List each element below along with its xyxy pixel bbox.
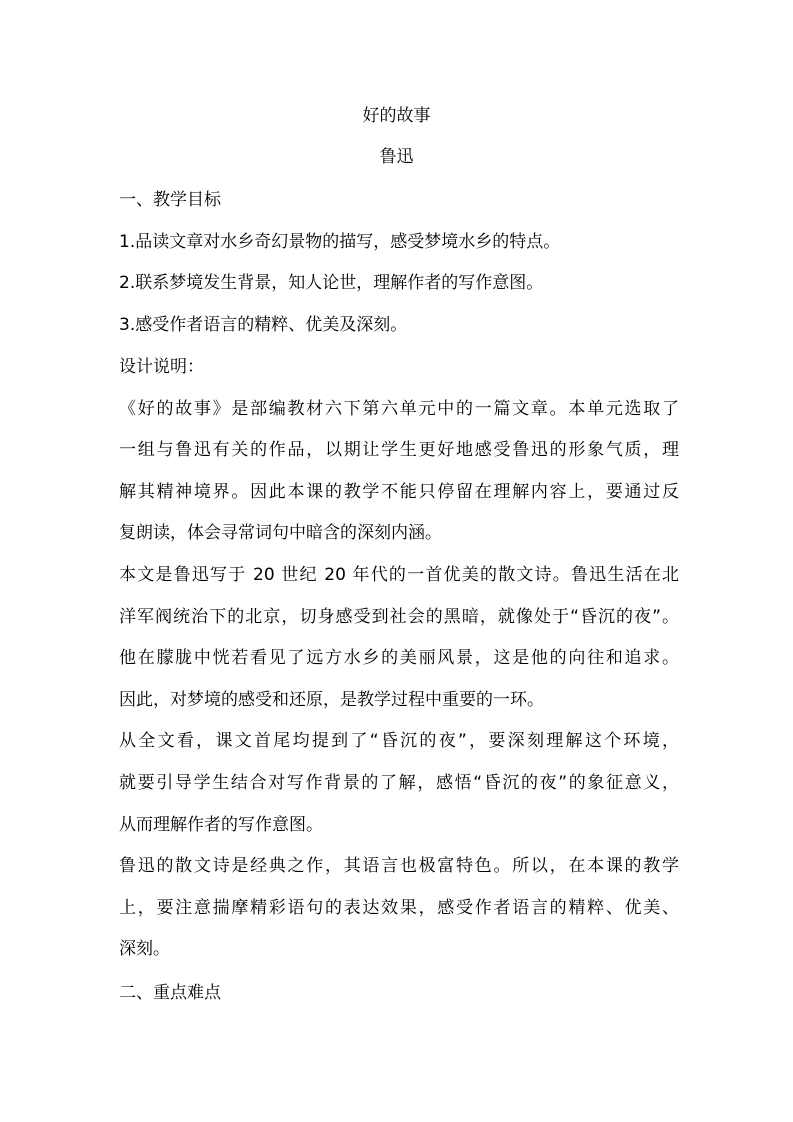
document-title: 好的故事 (362, 106, 431, 126)
paragraph-4-line-1: 鲁迅的散文诗是经典之作，其语言也极富特色。所以，在本课的教学 (119, 856, 679, 876)
paragraph-1-line-2: 一组与鲁迅有关的作品，以期让学生更好地感受鲁迅的形象气质，理 (119, 440, 679, 460)
design-note-heading: 设计说明： (119, 357, 204, 377)
objective-item-3: 3.感受作者语言的精粹、优美及深刻。 (119, 315, 408, 335)
paragraph-4-line-3: 深刻。 (119, 939, 170, 959)
objective-item-2: 2.联系梦境发生背景，知人论世，理解作者的写作意图。 (119, 273, 544, 293)
paragraph-2-line-3: 他在朦胧中恍若看见了远方水乡的美丽风景，这是他的向往和追求。 (119, 648, 679, 668)
paragraph-1-line-4: 复朗读，体会寻常词句中暗含的深刻内涵。 (119, 523, 442, 543)
paragraph-3-line-1: 从全文看，课文首尾均提到了“昏沉的夜”，要深刻理解这个环境， (119, 731, 679, 751)
paragraph-3-line-3: 从而理解作者的写作意图。 (119, 815, 323, 835)
paragraph-2-line-4: 因此，对梦境的感受和还原，是教学过程中重要的一环。 (119, 690, 544, 710)
section-heading-key-points: 二、重点难点 (119, 983, 221, 1003)
paragraph-3-line-2: 就要引导学生结合对写作背景的了解，感悟“昏沉的夜”的象征意义， (119, 773, 679, 793)
section-heading-objectives: 一、教学目标 (119, 190, 221, 210)
paragraph-4-line-2: 上，要注意揣摩精彩语句的表达效果，感受作者语言的精粹、优美、 (119, 898, 679, 918)
paragraph-1-line-1: 《好的故事》是部编教材六下第六单元中的一篇文章。本单元选取了 (119, 399, 679, 419)
document-author: 鲁迅 (379, 147, 414, 167)
paragraph-2-line-2: 洋军阀统治下的北京，切身感受到社会的黑暗，就像处于“昏沉的夜”。 (119, 607, 679, 627)
objective-item-1: 1.品读文章对水乡奇幻景物的描写，感受梦境水乡的特点。 (119, 232, 561, 252)
paragraph-1-line-3: 解其精神境界。因此本课的教学不能只停留在理解内容上，要通过反 (119, 482, 679, 502)
paragraph-2-line-1: 本文是鲁迅写于 20 世纪 20 年代的一首优美的散文诗。鲁迅生活在北 (119, 565, 679, 585)
